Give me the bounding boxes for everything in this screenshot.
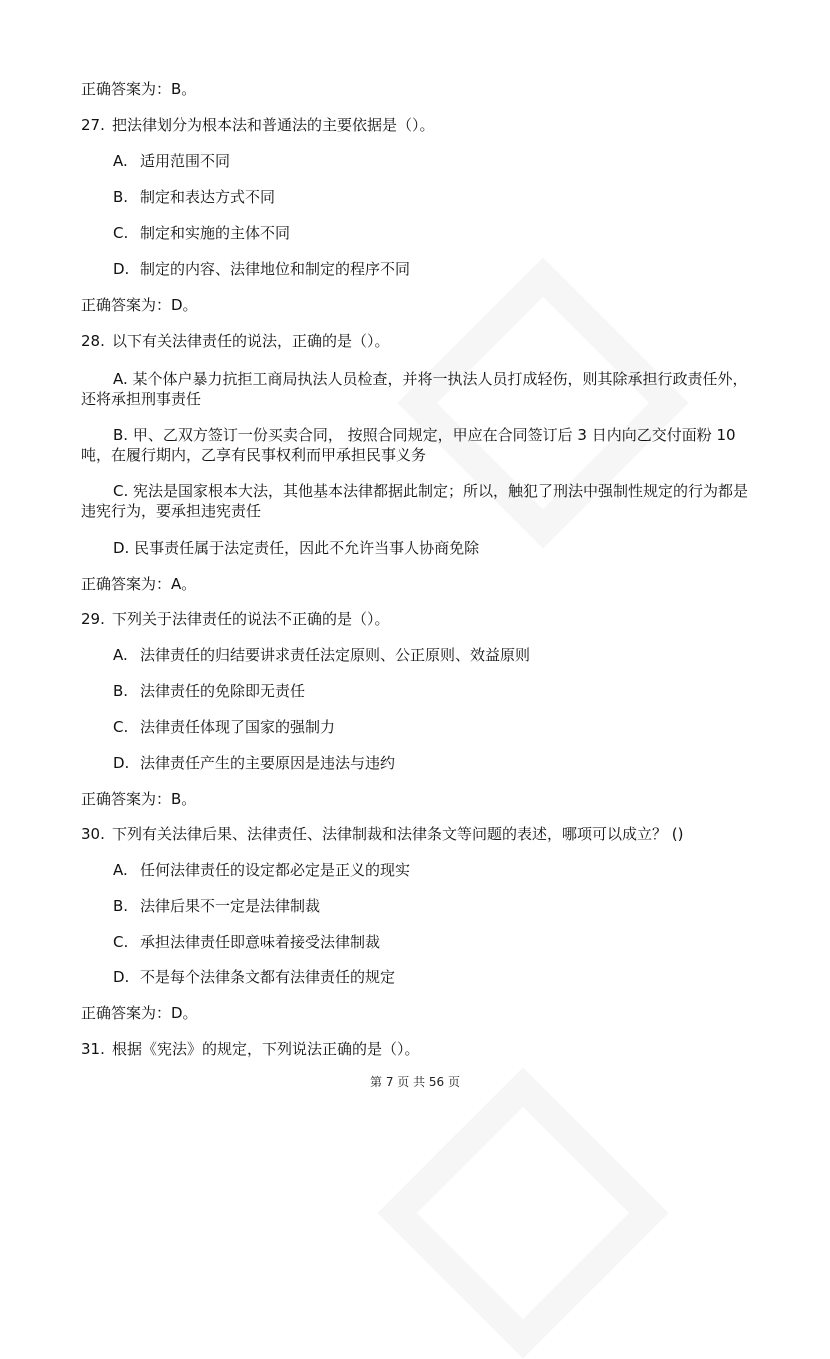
option-item bbox=[81, 369, 761, 409]
question-number: 27. bbox=[81, 116, 105, 134]
option-item bbox=[113, 259, 410, 279]
option-label: A. bbox=[113, 861, 128, 879]
option-text: 任何法律责任的设定都必定是正义的现实 bbox=[140, 861, 411, 879]
watermark-logo bbox=[377, 1067, 668, 1358]
option-label: A. bbox=[113, 646, 128, 664]
question-text: 下列有关法律后果、法律责任、法律制裁和法律条文等问题的表述，哪项可以成立？ () bbox=[112, 825, 684, 843]
option-item bbox=[113, 967, 395, 987]
option-label: C. bbox=[113, 933, 129, 951]
option-item bbox=[113, 753, 395, 773]
question-stem bbox=[81, 1039, 420, 1059]
page-footer: 第 7 页 共 56 页 bbox=[370, 1075, 460, 1089]
option-text: 某个体户暴力抗拒工商局执法人员检查，并将一执法人员打成轻伤，则其除承担行政责任外，还将承担刑事责任 bbox=[81, 370, 748, 408]
question-number: 31. bbox=[81, 1040, 105, 1058]
question-text: 以下有关法律责任的说法，正确的是（）。 bbox=[112, 332, 390, 350]
option-text: 制定和表达方式不同 bbox=[140, 188, 276, 206]
option-label: D. bbox=[113, 539, 130, 557]
question-text: 下列关于法律责任的说法不正确的是（）。 bbox=[112, 610, 390, 628]
answer-line: 正确答案为：D。 bbox=[81, 1004, 198, 1022]
option-item bbox=[113, 187, 275, 207]
option-item bbox=[113, 896, 320, 916]
option-text: 适用范围不同 bbox=[140, 152, 231, 170]
option-label: D. bbox=[113, 260, 130, 278]
option-item bbox=[113, 717, 335, 737]
option-text: 民事责任属于法定责任，因此不允许当事人协商免除 bbox=[134, 539, 480, 557]
answer-line: 正确答案为：B。 bbox=[81, 80, 197, 98]
question-text: 把法律划分为根本法和普通法的主要依据是（）。 bbox=[112, 116, 435, 134]
option-text: 法律责任产生的主要原因是违法与违约 bbox=[140, 754, 396, 772]
option-text: 法律责任的免除即无责任 bbox=[140, 682, 306, 700]
option-item bbox=[81, 538, 761, 558]
option-item bbox=[81, 425, 761, 465]
option-item bbox=[113, 645, 530, 665]
question-text: 根据《宪法》的规定，下列说法正确的是（）。 bbox=[112, 1040, 420, 1058]
option-label: A. bbox=[113, 370, 128, 388]
option-item bbox=[113, 223, 290, 243]
option-text: 法律责任体现了国家的强制力 bbox=[140, 718, 336, 736]
option-text: 法律后果不一定是法律制裁 bbox=[140, 897, 321, 915]
option-item bbox=[81, 481, 761, 521]
question-number: 30. bbox=[81, 825, 105, 843]
question-stem bbox=[81, 115, 435, 135]
option-label: B. bbox=[113, 682, 129, 700]
option-label: C. bbox=[113, 718, 129, 736]
answer-line: 正确答案为：A。 bbox=[81, 575, 197, 593]
option-label: B. bbox=[113, 897, 129, 915]
question-number: 28. bbox=[81, 332, 105, 350]
option-item bbox=[113, 681, 305, 701]
option-text: 不是每个法律条文都有法律责任的规定 bbox=[140, 968, 396, 986]
option-label: C. bbox=[113, 224, 129, 242]
option-text: 甲、乙双方签订一份买卖合同， 按照合同规定，甲应在合同签订后 3 日内向乙交付面粉 10 吨，在履行期内，乙享有民事权利而甲承担民事义务 bbox=[81, 426, 736, 464]
option-label: B. bbox=[113, 426, 129, 444]
question-stem bbox=[81, 824, 683, 844]
question-number: 29. bbox=[81, 610, 105, 628]
option-text: 法律责任的归结要讲求责任法定原则、公正原则、效益原则 bbox=[140, 646, 531, 664]
option-label: C. bbox=[113, 482, 129, 500]
option-item bbox=[113, 151, 230, 171]
question-stem bbox=[81, 609, 390, 629]
option-item bbox=[113, 932, 380, 952]
option-item bbox=[113, 860, 410, 880]
option-label: D. bbox=[113, 968, 130, 986]
option-label: D. bbox=[113, 754, 130, 772]
answer-line: 正确答案为：B。 bbox=[81, 790, 197, 808]
option-text: 承担法律责任即意味着接受法律制裁 bbox=[140, 933, 381, 951]
option-text: 制定的内容、法律地位和制定的程序不同 bbox=[140, 260, 411, 278]
option-label: A. bbox=[113, 152, 128, 170]
option-text: 宪法是国家根本大法，其他基本法律都据此制定；所以，触犯了刑法中强制性规定的行为都是违宪行为，要承担违宪责任 bbox=[81, 482, 749, 520]
option-label: B. bbox=[113, 188, 129, 206]
option-text: 制定和实施的主体不同 bbox=[140, 224, 291, 242]
answer-line: 正确答案为：D。 bbox=[81, 296, 198, 314]
question-stem bbox=[81, 331, 390, 351]
